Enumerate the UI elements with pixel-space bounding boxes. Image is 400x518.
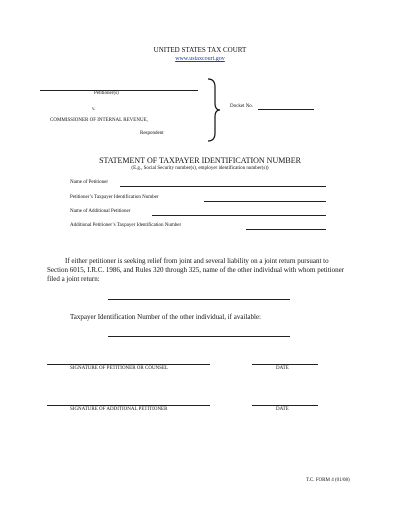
petitioner-name-line[interactable]: [40, 90, 198, 91]
signature-line-additional-petitioner[interactable]: [47, 405, 210, 406]
date-line-additional-petitioner[interactable]: [252, 405, 318, 406]
signature-line-petitioner[interactable]: [47, 364, 210, 365]
statement-title: STATEMENT OF TAXPAYER IDENTIFICATION NUMBER: [99, 156, 301, 165]
versus-label: v.: [92, 107, 96, 112]
signature-label-petitioner: SIGNATURE OF PETITIONER OR COUNSEL: [70, 366, 169, 371]
docket-number-line[interactable]: [258, 109, 314, 110]
court-website-link[interactable]: [0, 56, 400, 62]
field-line-additional-petitioner-tin[interactable]: [246, 229, 326, 230]
website-link-text[interactable]: www.ustaxcourt.gov: [175, 56, 225, 62]
field-label-additional-petitioner-tin: Additional Petitioner’s Taxpayer Identification Number: [70, 223, 182, 228]
court-name: UNITED STATES TAX COURT: [153, 46, 247, 54]
other-individual-tin-line[interactable]: [108, 336, 290, 337]
docket-label: Docket No.: [230, 104, 254, 109]
joint-return-paragraph: If either petitioner is seeking relief from joint and several liability on a joint return pursuant to Section 6015, I.R.C. 1986, and Rules 320 through 325, name of the other individual with whom petitioner filed a joint return:: [47, 257, 345, 283]
field-line-petitioner-tin[interactable]: [204, 201, 326, 202]
field-label-petitioner-name: Name of Petitioner: [70, 180, 109, 185]
date-line-petitioner[interactable]: [252, 364, 318, 365]
petitioner-label: Petitioner(s): [94, 91, 119, 96]
date-label-additional-petitioner: DATE: [276, 407, 289, 412]
other-individual-name-line[interactable]: [108, 299, 290, 300]
field-line-additional-petitioner-name[interactable]: [152, 215, 326, 216]
statement-subtitle: (E.g., Social Security number(s), employer identification number(s)): [131, 166, 269, 171]
field-label-additional-petitioner-name: Name of Additional Petitioner: [70, 209, 131, 214]
caption-brace-icon: [206, 78, 222, 142]
field-label-petitioner-tin: Petitioner’s Taxpayer Identification Number: [70, 195, 159, 200]
field-line-petitioner-name[interactable]: [120, 186, 326, 187]
date-label-petitioner: DATE: [276, 366, 289, 371]
other-individual-tin-prompt: Taxpayer Identification Number of the other individual, if available:: [70, 313, 261, 321]
signature-label-additional-petitioner: SIGNATURE OF ADDITIONAL PETITIONER: [70, 407, 168, 412]
respondent-label: Respondent: [140, 131, 164, 136]
respondent-name: COMMISSIONER OF INTERNAL REVENUE,: [50, 118, 148, 123]
form-identifier: T.C. FORM 4 (01/08): [306, 478, 350, 483]
